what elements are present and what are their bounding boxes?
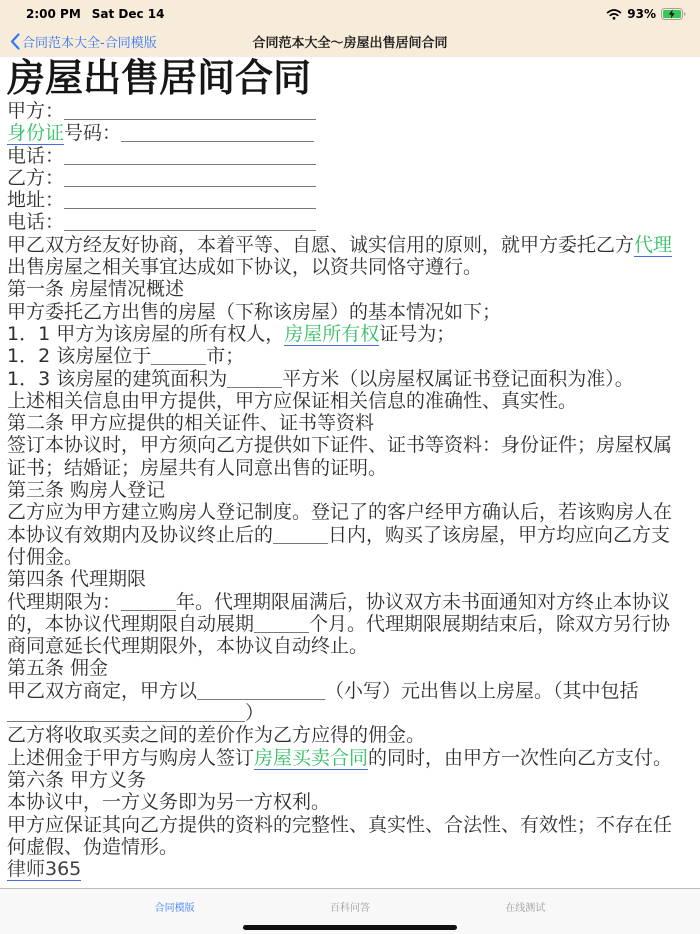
document-line	[7, 457, 693, 479]
blank-fill-in-field	[254, 631, 309, 633]
document-line	[7, 278, 693, 300]
document-line	[7, 546, 693, 568]
document-line	[7, 524, 693, 546]
document-text: 上述佣金于甲方与购房人签订	[7, 746, 255, 769]
document-text: 第一条 房屋情况概述	[7, 278, 185, 301]
document-text: 1．2 该房屋位于	[7, 345, 152, 368]
document-line	[7, 814, 693, 836]
wifi-icon	[606, 8, 622, 20]
document-line	[7, 501, 693, 523]
blank-fill-in-field	[151, 363, 206, 365]
document-line	[7, 769, 693, 791]
document-line	[7, 368, 693, 390]
home-indicator[interactable]	[243, 925, 457, 930]
document-line	[7, 256, 693, 278]
document-line	[7, 100, 693, 122]
status-left	[26, 7, 165, 21]
term-link[interactable]: 房屋买卖合同	[254, 746, 369, 769]
document-text: 号码：	[64, 122, 122, 145]
term-link[interactable]: 律师365	[7, 858, 82, 881]
document-line	[7, 635, 693, 657]
document-text: 电话：	[7, 211, 65, 234]
document-text: 年。代理期限届满后，协议双方未书面通知对方终止本协议	[176, 590, 671, 613]
document-text: 乙方：	[7, 166, 65, 189]
blank-fill-in-field	[7, 720, 245, 722]
document-text: 乙方应为甲方建立购房人登记制度。登记了的客户经甲方确认后，若该购房人在	[7, 501, 673, 524]
document-text: ）	[245, 702, 265, 725]
tab-contract-templates[interactable]: 合同模版	[154, 903, 195, 914]
document-text: 代理期限为：	[7, 590, 122, 613]
document-text: 本协议有效期内及协议终止后的	[7, 523, 274, 546]
document-text: 出售房屋之相关事宜达成如下协议，以资共同恪守遵行。	[7, 256, 483, 279]
document-title: 房屋出售居间合同	[7, 57, 312, 100]
status-right	[606, 7, 686, 21]
document-line	[7, 167, 693, 189]
nav-bar	[0, 26, 700, 58]
document-line	[7, 323, 693, 345]
document-line	[7, 122, 693, 144]
document-line	[7, 189, 693, 211]
battery-charging-icon	[661, 8, 686, 20]
document-line	[7, 412, 693, 434]
document-text: 个月。代理期限展期结束后，除双方另行协	[309, 612, 671, 635]
document-line	[7, 858, 693, 880]
document-text: 电话：	[7, 144, 65, 167]
blank-fill-in-field	[227, 386, 282, 388]
blank-fill-in-field	[64, 207, 316, 209]
document-text: 证号为；	[379, 322, 456, 345]
document-line	[7, 345, 693, 367]
blank-fill-in-field	[64, 185, 316, 187]
document-text: 付佣金。	[7, 545, 84, 568]
status-time: 2:00 PM	[26, 7, 81, 21]
document-text: 商同意延长代理期限外，本协议自动终止。	[7, 635, 369, 658]
document-text: 的同时，由甲方一次性向乙方支付。	[368, 746, 673, 769]
blank-fill-in-field	[121, 609, 176, 611]
document-line	[7, 434, 693, 456]
battery-percent: 93%	[627, 7, 656, 21]
document-text: 平方米（以房屋权属证书登记面积为准）。	[282, 367, 634, 390]
document-text: 甲方应保证其向乙方提供的资料的完整性、真实性、合法性、有效性；不存在任	[7, 813, 673, 836]
document-text: 甲方委托乙方出售的房屋（下称该房屋）的基本情况如下；	[7, 300, 502, 323]
document-line	[7, 702, 693, 724]
tab-encyclopedia-qa[interactable]: 百科问答	[329, 903, 370, 914]
tab-online-test[interactable]: 在线测试	[505, 903, 546, 914]
back-button-label: 合同范本大全-合同模版	[22, 36, 157, 51]
term-link[interactable]: 身份证	[7, 122, 65, 145]
back-button[interactable]	[10, 32, 157, 51]
document-text: 第三条 购房人登记	[7, 479, 166, 502]
nav-title: 合同范本大全～房屋出售居间合同	[252, 36, 448, 51]
document-text: （小写）元出售以上房屋。（其中包括	[325, 679, 639, 702]
term-link[interactable]: 房屋所有权	[284, 322, 380, 345]
document-text: 第五条 佣金	[7, 657, 109, 680]
document-text: 签订本协议时，甲方须向乙方提供如下证件、证书等资料：身份证件；房屋权属	[7, 434, 673, 457]
document-text: 地址：	[7, 189, 65, 212]
document-line	[7, 613, 693, 635]
document-text: 1．1 甲方为该房屋的所有权人，	[7, 322, 285, 345]
document-text: 第六条 甲方义务	[7, 768, 147, 791]
document-line	[7, 568, 693, 590]
document-line	[7, 145, 693, 167]
document-text: 第四条 代理期限	[7, 568, 147, 591]
document-text: 的，本协议代理期限自动展期	[7, 612, 255, 635]
document-line	[7, 680, 693, 702]
document-line	[7, 724, 693, 746]
document-line	[7, 836, 693, 858]
blank-fill-in-field	[64, 229, 316, 231]
document-line	[7, 390, 693, 412]
document-line	[7, 301, 693, 323]
blank-fill-in-field	[121, 140, 314, 142]
document-text: 甲乙双方经友好协商，本着平等、自愿、诚实信用的原则，就甲方委托乙方	[7, 233, 635, 256]
document-text: 本协议中，一方义务即为另一方权利。	[7, 791, 331, 814]
document-line	[7, 791, 693, 813]
document-text: 1．3 该房屋的建筑面积为	[7, 367, 228, 390]
document-text: 第二条 甲方应提供的相关证件、证书等资料	[7, 412, 375, 435]
document-line	[7, 591, 693, 613]
document-line	[7, 657, 693, 679]
blank-fill-in-field	[64, 163, 316, 165]
document-scroll-view[interactable]	[0, 57, 700, 888]
document-line	[7, 479, 693, 501]
document-body	[7, 100, 693, 880]
document-text: 甲乙双方商定，甲方以	[7, 679, 198, 702]
document-text: 日内，购买了该房屋，甲方均应向乙方支	[328, 523, 671, 546]
blank-fill-in-field	[197, 698, 325, 700]
document-text: 乙方将收取买卖之间的差价作为乙方应得的佣金。	[7, 724, 426, 747]
document-text: 甲方：	[7, 100, 65, 122]
document-text: 上述相关信息由甲方提供，甲方应保证相关信息的准确性、真实性。	[7, 389, 578, 412]
status-bar	[0, 0, 700, 26]
term-link[interactable]: 代理	[634, 233, 673, 256]
status-date: Sat Dec 14	[91, 7, 165, 21]
document-line	[7, 234, 693, 256]
document-text: 证书；结婚证；房屋共有人同意出售的证明。	[7, 456, 388, 479]
top-bars	[0, 0, 700, 58]
blank-fill-in-field	[64, 118, 316, 120]
blank-fill-in-field	[273, 542, 328, 544]
document-text: 何虚假、伪造情形。	[7, 835, 179, 858]
document-line	[7, 747, 693, 769]
document-line	[7, 211, 693, 233]
document-text: 市；	[206, 345, 245, 368]
chevron-left-icon	[10, 33, 20, 50]
